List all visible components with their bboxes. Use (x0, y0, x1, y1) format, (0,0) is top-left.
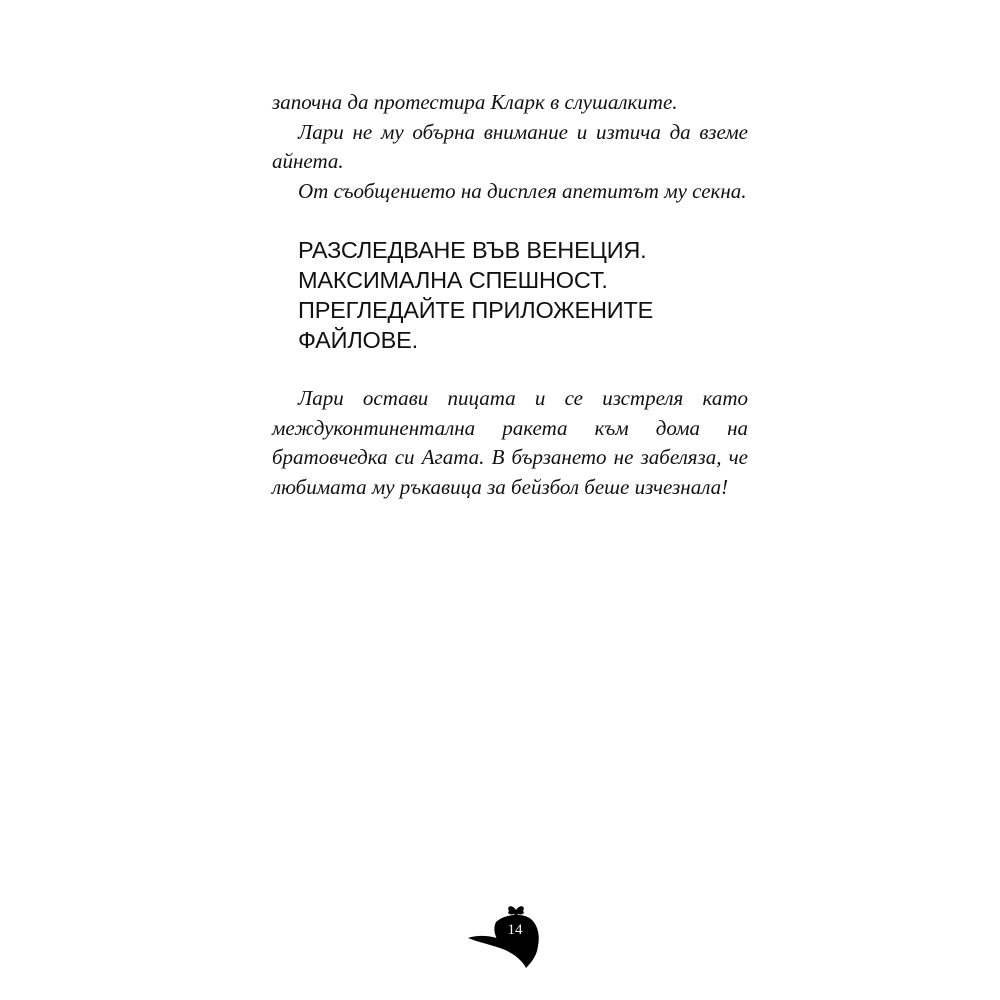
display-message (272, 235, 748, 355)
message-line-4: ФАЙЛОВЕ. (298, 327, 418, 353)
body-text (272, 88, 748, 502)
message-line-3: ПРЕГЛЕДАЙТЕ ПРИЛОЖЕНИТЕ (298, 297, 654, 323)
paragraph-2: Лари не му обърна внимание и изтича да вземе айнета. (272, 119, 748, 173)
paragraph-4: Лари остави пицата и се изстреля като междуконтинентална ракета към дома на братовчедка си Агата. В бързането не забеляза, че любимата му ръкавица за бейзбол беше изчезнала! (272, 386, 748, 499)
paragraph-3: От съобщението на дисплея апетитът му секна. (298, 178, 747, 203)
page-number: 14 (507, 922, 523, 938)
paragraph-1: започна да протестира Кларк в слушалките. (272, 90, 678, 114)
message-line-1: РАЗСЛЕДВАНЕ ВЪВ ВЕНЕЦИЯ. (298, 237, 647, 263)
message-line-2: МАКСИМАЛНА СПЕШНОСТ. (298, 267, 608, 293)
